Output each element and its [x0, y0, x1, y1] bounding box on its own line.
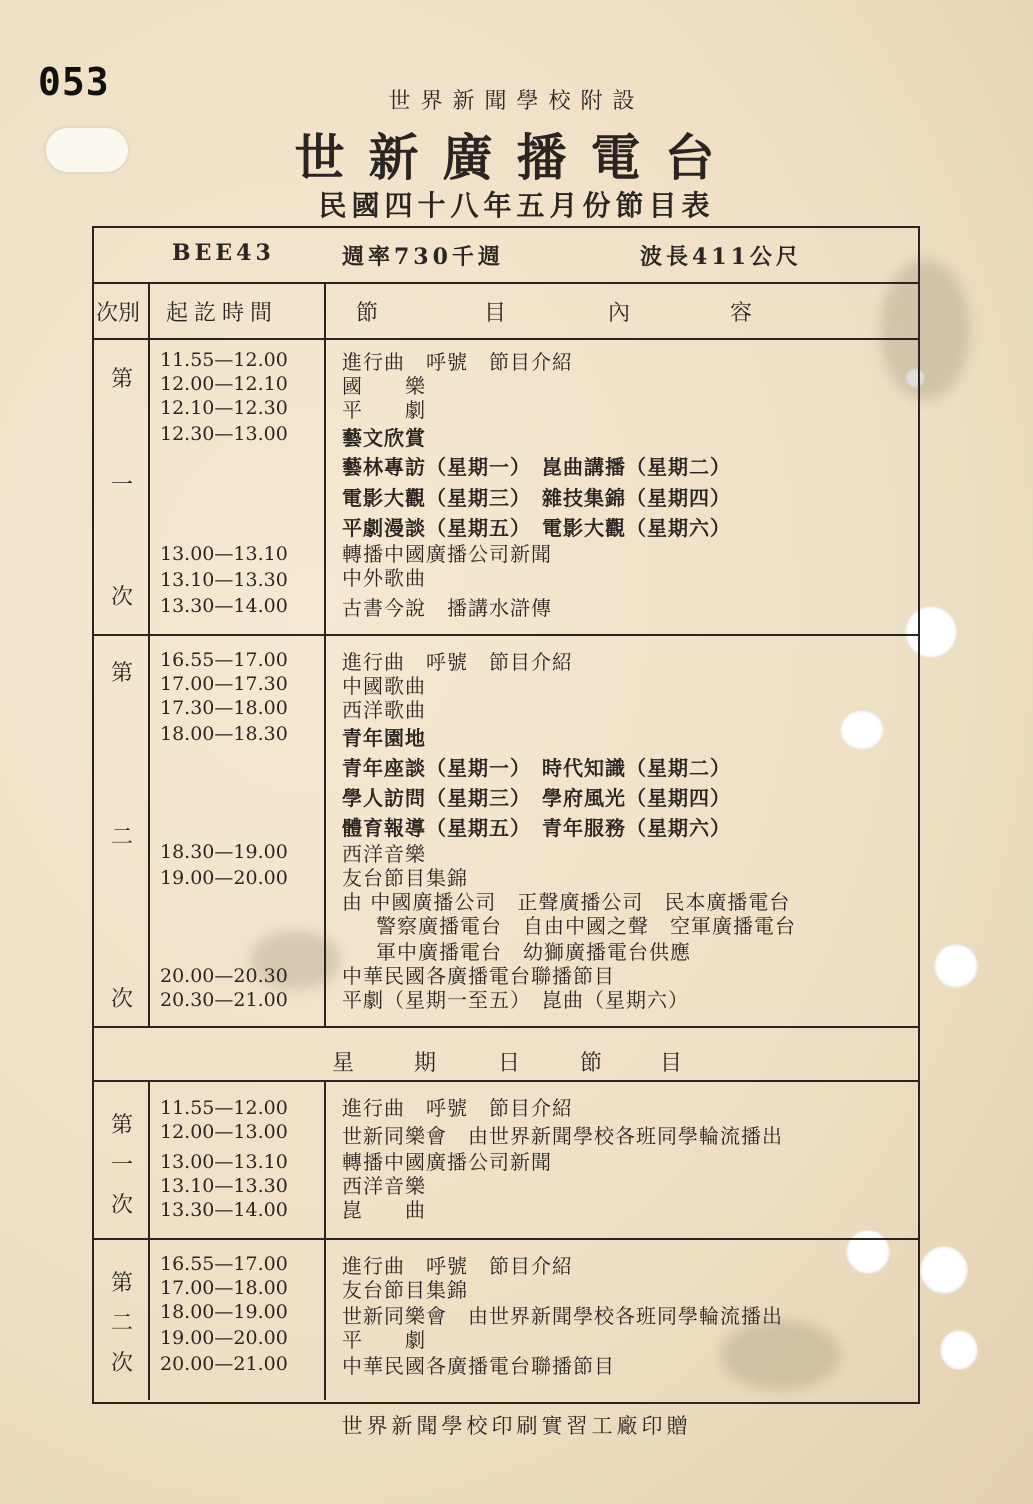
time-slot: 20.30—21.00	[160, 989, 288, 1011]
time-slot: 17.00—17.30	[160, 673, 288, 695]
program-entry: 中國歌曲	[342, 674, 426, 698]
time-slot: 16.55—17.00	[160, 649, 288, 671]
time-slot: 17.30—18.00	[160, 697, 288, 719]
time-slot: 13.30—14.00	[160, 1199, 288, 1221]
column-header-session: 次別	[96, 301, 141, 326]
divider	[92, 1080, 918, 1082]
program-entry: 藝林專訪（星期一） 崑曲講播（星期二）	[342, 455, 731, 479]
program-entry: 警察廣播電台 自由中國之聲 空軍廣播電台	[376, 914, 796, 938]
session-label: 次	[110, 1193, 133, 1218]
divider	[92, 282, 918, 284]
frequency: 週率730千週	[342, 244, 504, 270]
time-slot: 19.00—20.00	[160, 867, 288, 889]
session-label: 二	[110, 825, 133, 850]
time-slot: 18.00—18.30	[160, 723, 288, 745]
program-entry: 藝文欣賞	[342, 426, 426, 450]
punch-hole	[920, 1246, 968, 1294]
session-label: 次	[110, 585, 133, 610]
schedule-date-title: 民國四十八年五月份節目表	[318, 189, 715, 222]
time-slot: 17.00—18.00	[160, 1277, 288, 1299]
column-header-content: 目	[484, 301, 513, 326]
program-entry: 電影大觀（星期三） 雜技集錦（星期四）	[342, 486, 731, 510]
program-entry: 世新同樂會 由世界新聞學校各班同學輪流播出	[342, 1124, 783, 1148]
session-label: 一	[110, 1153, 133, 1178]
program-entry: 崑 曲	[342, 1198, 426, 1222]
time-slot: 12.30—13.00	[160, 423, 288, 445]
session-label: 次	[110, 987, 133, 1012]
program-entry: 國 樂	[342, 374, 426, 398]
session-label: 第	[110, 1113, 133, 1138]
program-entry: 進行曲 呼號 節目介紹	[342, 650, 573, 674]
program-entry: 古書今說 播講水滸傳	[342, 596, 552, 620]
program-entry: 中外歌曲	[342, 566, 426, 590]
wavelength: 波長411公尺	[640, 244, 802, 270]
time-slot: 13.10—13.30	[160, 1175, 288, 1197]
sunday-title: 星	[332, 1051, 355, 1076]
program-entry: 轉播中國廣播公司新聞	[342, 1150, 552, 1174]
program-entry: 西洋音樂	[342, 1174, 426, 1198]
call-sign: BEE43	[172, 240, 275, 266]
time-slot: 16.55—17.00	[160, 1253, 288, 1275]
column-divider	[148, 282, 150, 1026]
program-entry: 西洋歌曲	[342, 698, 426, 722]
time-slot: 13.00—13.10	[160, 543, 288, 565]
program-entry: 中華民國各廣播電台聯播節目	[342, 1354, 615, 1378]
archive-number: 053	[38, 60, 110, 104]
affiliation-line: 世界新聞學校附設	[388, 89, 645, 114]
printer-credit: 世界新聞學校印刷實習工廠印贈	[341, 1414, 692, 1438]
session-label: 第	[110, 1271, 133, 1296]
column-header-content: 節	[356, 301, 385, 326]
station-title: 世新廣播電台	[294, 128, 739, 187]
program-entry: 友台節目集錦	[342, 1278, 468, 1302]
session-label: 二	[110, 1311, 133, 1336]
time-slot: 20.00—20.30	[160, 965, 288, 987]
time-slot: 12.10—12.30	[160, 397, 288, 419]
time-slot: 18.00—19.00	[160, 1301, 288, 1323]
column-header-time: 起訖時間	[166, 301, 279, 326]
program-entry: 西洋音樂	[342, 842, 426, 866]
column-divider	[148, 1080, 150, 1400]
session-label: 一	[110, 473, 133, 498]
program-entry: 進行曲 呼號 節目介紹	[342, 1096, 573, 1120]
program-entry: 由 中國廣播公司 正聲廣播公司 民本廣播電台	[342, 890, 791, 914]
program-entry: 青年園地	[342, 726, 426, 750]
program-entry: 世新同樂會 由世界新聞學校各班同學輪流播出	[342, 1304, 783, 1328]
sunday-title: 期	[414, 1051, 437, 1076]
program-entry: 進行曲 呼號 節目介紹	[342, 1254, 573, 1278]
session-label: 第	[110, 661, 133, 686]
divider	[92, 1238, 918, 1240]
column-divider	[324, 282, 326, 1026]
program-entry: 青年座談（星期一） 時代知識（星期二）	[342, 756, 731, 780]
time-slot: 13.10—13.30	[160, 569, 288, 591]
program-entry: 進行曲 呼號 節目介紹	[342, 350, 573, 374]
program-entry: 軍中廣播電台 幼獅廣播電台供應	[376, 940, 691, 964]
column-divider	[324, 1080, 326, 1400]
program-entry: 中華民國各廣播電台聯播節目	[342, 964, 615, 988]
program-entry: 體育報導（星期五） 青年服務（星期六）	[342, 816, 731, 840]
program-entry: 平劇（星期一至五） 崑曲（星期六）	[342, 988, 689, 1012]
sunday-title: 目	[660, 1051, 683, 1076]
program-entry: 平 劇	[342, 1328, 426, 1352]
program-entry: 平劇漫談（星期五） 電影大觀（星期六）	[342, 516, 731, 540]
time-slot: 20.00—21.00	[160, 1353, 288, 1375]
divider	[92, 338, 918, 340]
punch-hole	[934, 944, 978, 988]
sunday-title: 日	[498, 1051, 521, 1076]
session-label: 第	[110, 367, 133, 392]
column-header-content: 容	[730, 301, 759, 326]
time-slot: 12.00—13.00	[160, 1121, 288, 1143]
program-entry: 學人訪問（星期三） 學府風光（星期四）	[342, 786, 731, 810]
program-entry: 友台節目集錦	[342, 866, 468, 890]
divider	[92, 634, 918, 636]
program-entry: 平 劇	[342, 398, 426, 422]
divider	[92, 1026, 918, 1028]
session-label: 次	[110, 1351, 133, 1376]
column-header-content: 內	[608, 301, 637, 326]
time-slot: 11.55—12.00	[160, 1097, 288, 1119]
time-slot: 13.30—14.00	[160, 595, 288, 617]
time-slot: 13.00—13.10	[160, 1151, 288, 1173]
time-slot: 18.30—19.00	[160, 841, 288, 863]
time-slot: 11.55—12.00	[160, 349, 288, 371]
time-slot: 19.00—20.00	[160, 1327, 288, 1349]
program-entry: 轉播中國廣播公司新聞	[342, 542, 552, 566]
punch-hole	[940, 1330, 978, 1370]
sunday-title: 節	[580, 1051, 603, 1076]
time-slot: 12.00—12.10	[160, 373, 288, 395]
